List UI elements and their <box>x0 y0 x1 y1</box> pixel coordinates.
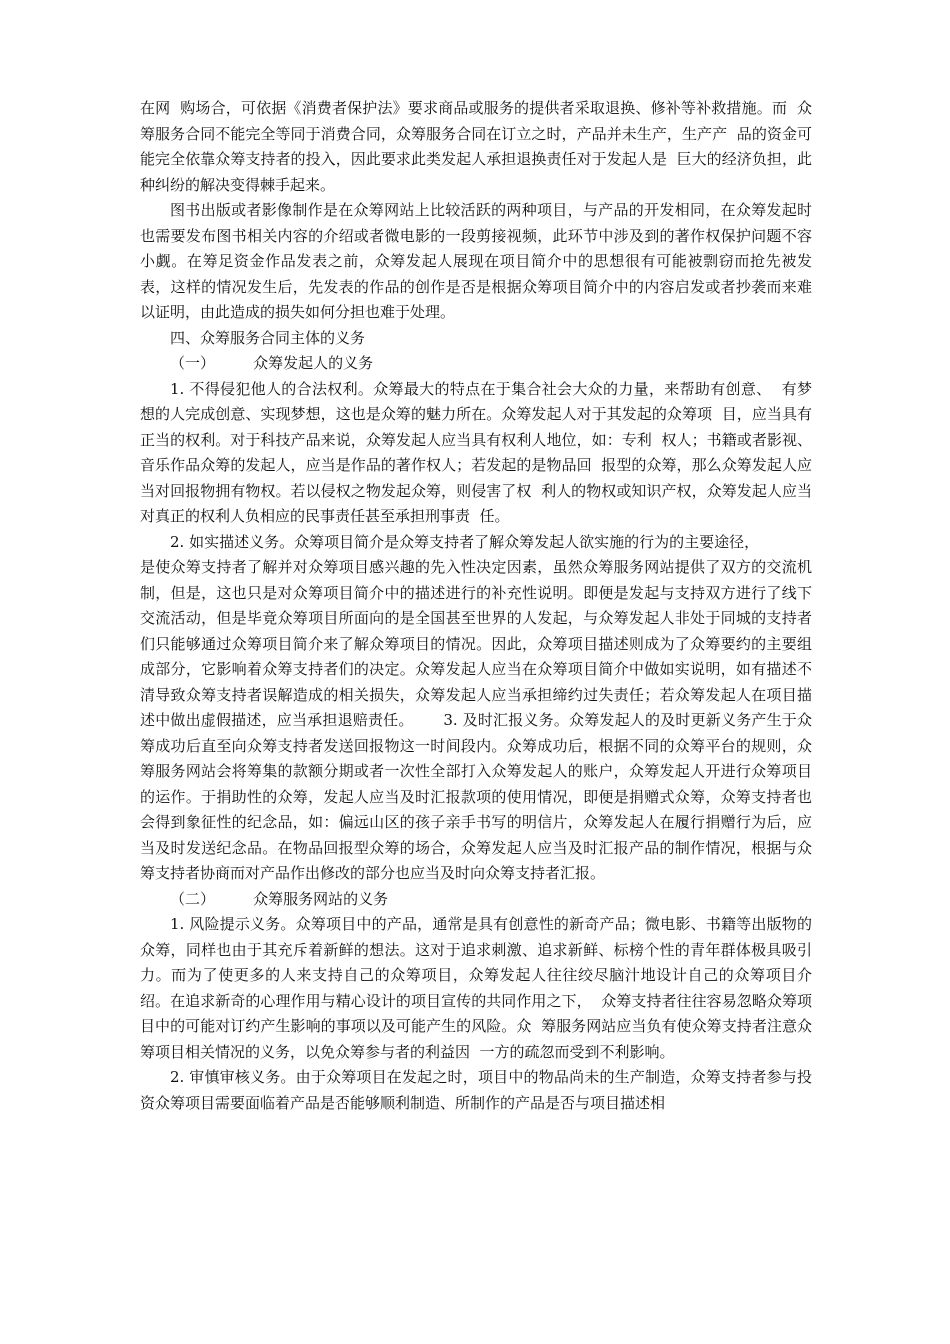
paragraph-truthful-description-cont: 是使众筹支持者了解并对众筹项目感兴趣的先入性决定因素，虽然众筹服务网站提供了双方的交流机制，但是，这也只是对众筹项目简介中的描述进行的补充性说明。即便是发起与支持双方进行了线下交流活动，但是毕竟众筹项目所面向的是全国甚至世界的人发起，与众筹发起人非处于同城的支持者们只能够通过众筹项目简介来了解众筹项目的情况。因此，众筹项目描述则成为了众筹要约的主要组成部分，它影响着众筹支持者们的决定。众筹发起人应当在众筹项目简介中做如实说明，如有描述不清导致众筹支持者误解造成的相关损失，众筹发起人应当承担缔约过失责任；若众筹发起人在项目描述中做出虚假描述，应当承担退赔责任。 3. 及时汇报义务。众筹发起人的及时更新义务产生于众筹成功后直至向众筹支持者发送回报物这一时间段内。众筹成功后，根据不同的众筹平台的规则，众筹服务网站会将筹集的款额分期或者一次性全部打入众筹发起人的账户，众筹发起人开进行众筹项目的运作。于捐助性的众筹，发起人应当及时汇报款项的使用情况，即便是捐赠式众筹，众筹支持者也会得到象征性的纪念品，如：偏远山区的孩子亲手书写的明信片，众筹发起人在履行捐赠行为后，应当及时发送纪念品。在物品回报型众筹的场合，众筹发起人应当及时汇报产品的制作情况，根据与众筹支持者协商而对产品作出修改的部分也应当及时向众筹支持者汇报。 <box>140 558 812 882</box>
section-heading-obligations: 四、众筹服务合同主体的义务 <box>170 328 366 347</box>
paragraph-consumer-protection: 在网 购场合，可依据《消费者保护法》要求商品或服务的提供者采取退换、修补等补救措施。而 众筹服务合同不能完全等同于消费合同，众筹服务合同在订立之时，产品并未生产，生产产 品的资金可能完全依靠众筹支持者的投入，因此要求此类发起人承担退换责任对于发起人是 巨大的经济负担，此种纠纷的解决变得棘手起来。 <box>140 99 812 194</box>
document-body <box>140 96 812 1116</box>
paragraph-no-infringement: 1. 不得侵犯他人的合法权利。众筹最大的特点在于集合社会大众的力量，来帮助有创意、 有梦想的人完成创意、实现梦想，这也是众筹的魅力所在。众筹发起人对于其发起的众筹项 目，应当具有正当的权利。对于科技产品来说，众筹发起人应当具有权利人地位，如：专利 权人；书籍或者影视、音乐作品众筹的发起人，应当是作品的著作权人；若发起的是物品回 报型的众筹，那么众筹发起人应当对回报物拥有物权。若以侵权之物发起众筹，则侵害了权 利人的物权或知识产权，众筹发起人应当对真正的权利人负相应的民事责任甚至承担刑事责 任。 <box>140 379 812 525</box>
paragraph-copyright: 图书出版或者影像制作是在众筹网站上比较活跃的两种项目，与产品的开发相同，在众筹发起时也需要发布图书相关内容的介绍或者微电影的一段剪接视频，此环节中涉及到的著作权保护问题不容小觑。在筹足资金作品发表之前，众筹发起人展现在项目简介中的思想很有可能被剽窃而抢先被发表，这样的情况发生后，先发表的作品的创作是否是根据众筹项目简介中的内容启发或者抄袭而来难以证明，由此造成的损失如何分担也难于处理。 <box>140 201 812 321</box>
subsection-heading-initiator: （一） 众筹发起人的义务 <box>170 354 374 372</box>
paragraph-truthful-description-start: 2. 如实描述义务。众筹项目简介是众筹支持者了解众筹发起人欲实施的行为的主要途径， <box>170 532 760 551</box>
paragraph-prudent-review: 2. 审慎审核义务。由于众筹项目在发起之时，项目中的物品尚未的生产制造，众筹支持者参与投资众筹项目需要面临着产品是否能够顺利制造、所制作的产品是否与项目描述相 <box>140 1068 812 1112</box>
subsection-heading-platform: （二） 众筹服务网站的义务 <box>170 889 389 908</box>
paragraph-risk-warning: 1. 风险提示义务。众筹项目中的产品，通常是具有创意性的新奇产品；微电影、书籍等出版物的众筹，同样也由于其充斥着新鲜的想法。这对于追求刺激、追求新鲜、标榜个性的青年群体极具吸引力。而为了使更多的人来支持自己的众筹项目，众筹发起人往往绞尽脑汁地设计自己的众筹项目介绍。在追求新奇的心理作用与精心设计的项目宣传的共同作用之下， 众筹支持者往往容易忽略众筹项目中的可能对订约产生影响的事项以及可能产生的风险。众 筹服务网站应当负有使众筹支持者注意众筹项目相关情况的义务，以免众筹参与者的利益因 一方的疏忽而受到不利影响。 <box>140 915 812 1061</box>
